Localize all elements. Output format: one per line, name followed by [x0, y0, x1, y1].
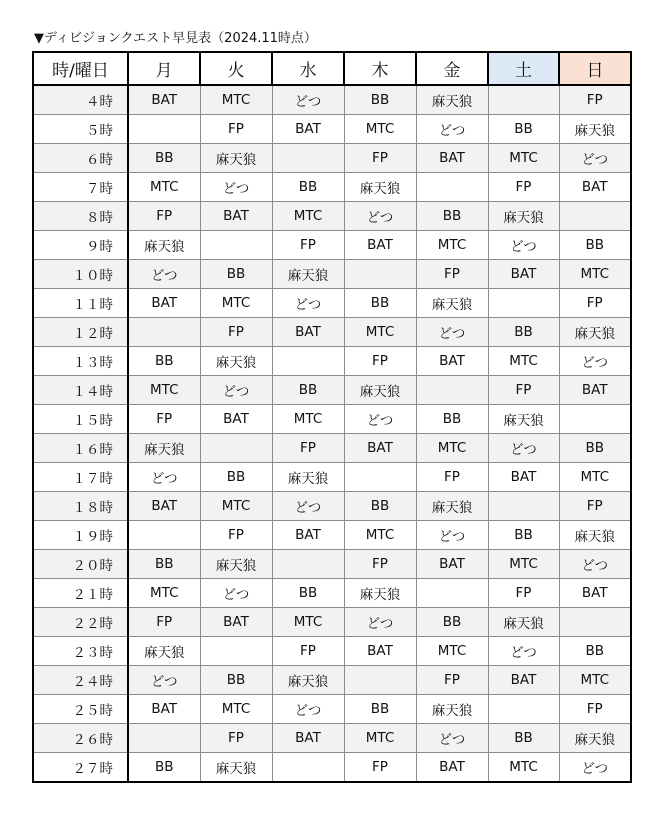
schedule-cell	[559, 202, 631, 231]
schedule-cell	[344, 666, 416, 695]
schedule-cell: BB	[200, 260, 272, 289]
time-cell: １７時	[33, 463, 128, 492]
schedule-cell	[128, 724, 200, 753]
schedule-cell: BAT	[559, 376, 631, 405]
schedule-cell	[128, 521, 200, 550]
header-tue: 火	[200, 52, 272, 85]
schedule-cell: MTC	[200, 492, 272, 521]
schedule-cell: MTC	[344, 724, 416, 753]
schedule-cell: FP	[416, 666, 488, 695]
table-row	[33, 724, 631, 753]
schedule-cell: どつ	[416, 115, 488, 144]
schedule-cell: MTC	[200, 289, 272, 318]
schedule-cell: MTC	[272, 405, 344, 434]
schedule-cell: MTC	[416, 637, 488, 666]
schedule-cell: FP	[128, 202, 200, 231]
schedule-cell: FP	[559, 289, 631, 318]
schedule-cell: BB	[416, 202, 488, 231]
schedule-cell: MTC	[128, 579, 200, 608]
schedule-cell	[344, 260, 416, 289]
schedule-cell: BAT	[488, 666, 559, 695]
schedule-cell	[488, 695, 559, 724]
schedule-cell: BB	[488, 115, 559, 144]
schedule-cell: FP	[344, 550, 416, 579]
time-cell: ２５時	[33, 695, 128, 724]
schedule-cell: BAT	[488, 463, 559, 492]
table-row	[33, 376, 631, 405]
schedule-cell	[416, 173, 488, 202]
schedule-cell	[272, 550, 344, 579]
schedule-cell: どつ	[272, 492, 344, 521]
schedule-cell: どつ	[416, 318, 488, 347]
schedule-cell: FP	[272, 231, 344, 260]
schedule-cell: どつ	[128, 260, 200, 289]
schedule-cell: BAT	[128, 85, 200, 115]
schedule-cell: MTC	[344, 521, 416, 550]
table-row	[33, 463, 631, 492]
schedule-cell: どつ	[488, 434, 559, 463]
schedule-cell: 麻天狼	[272, 463, 344, 492]
schedule-cell	[200, 434, 272, 463]
schedule-cell: どつ	[272, 85, 344, 115]
schedule-cell: BB	[559, 637, 631, 666]
time-cell: ２３時	[33, 637, 128, 666]
time-cell: ２２時	[33, 608, 128, 637]
schedule-cell: MTC	[416, 231, 488, 260]
schedule-cell: BAT	[200, 608, 272, 637]
table-row	[33, 202, 631, 231]
table-row	[33, 637, 631, 666]
schedule-cell: どつ	[344, 405, 416, 434]
schedule-cell: BAT	[272, 318, 344, 347]
schedule-cell: 麻天狼	[344, 579, 416, 608]
header-mon: 月	[128, 52, 200, 85]
schedule-cell: BB	[416, 405, 488, 434]
schedule-cell: 麻天狼	[272, 666, 344, 695]
header-time-day: 時/曜日	[33, 52, 128, 85]
time-cell: ２６時	[33, 724, 128, 753]
table-row	[33, 85, 631, 115]
schedule-cell: BB	[488, 724, 559, 753]
time-cell: ８時	[33, 202, 128, 231]
time-cell: １９時	[33, 521, 128, 550]
schedule-cell: 麻天狼	[488, 608, 559, 637]
table-row	[33, 492, 631, 521]
schedule-cell	[416, 579, 488, 608]
schedule-cell	[488, 492, 559, 521]
schedule-cell: 麻天狼	[559, 115, 631, 144]
schedule-cell: 麻天狼	[344, 173, 416, 202]
schedule-cell: BAT	[416, 753, 488, 783]
schedule-cell: MTC	[128, 173, 200, 202]
schedule-cell: どつ	[200, 376, 272, 405]
time-cell: ７時	[33, 173, 128, 202]
schedule-cell: BB	[128, 144, 200, 173]
schedule-cell: 麻天狼	[128, 231, 200, 260]
schedule-cell: BB	[488, 318, 559, 347]
schedule-cell: BAT	[272, 521, 344, 550]
schedule-cell: BAT	[128, 492, 200, 521]
schedule-cell: MTC	[344, 318, 416, 347]
time-cell: ９時	[33, 231, 128, 260]
schedule-cell: BAT	[416, 144, 488, 173]
table-row	[33, 695, 631, 724]
schedule-cell: FP	[200, 724, 272, 753]
schedule-cell: BB	[272, 173, 344, 202]
schedule-cell: BAT	[559, 579, 631, 608]
schedule-cell: FP	[272, 637, 344, 666]
schedule-cell: FP	[272, 434, 344, 463]
schedule-cell: 麻天狼	[200, 347, 272, 376]
schedule-cell: BB	[344, 289, 416, 318]
table-row	[33, 608, 631, 637]
schedule-cell: BAT	[344, 231, 416, 260]
schedule-cell: どつ	[200, 173, 272, 202]
schedule-cell: 麻天狼	[559, 521, 631, 550]
schedule-cell: FP	[488, 579, 559, 608]
header-thu: 木	[344, 52, 416, 85]
schedule-cell: MTC	[128, 376, 200, 405]
table-row	[33, 666, 631, 695]
schedule-cell: 麻天狼	[128, 637, 200, 666]
time-cell: ２１時	[33, 579, 128, 608]
schedule-cell: BAT	[416, 347, 488, 376]
table-row	[33, 550, 631, 579]
schedule-cell: BAT	[344, 434, 416, 463]
schedule-cell: BB	[344, 695, 416, 724]
schedule-cell: MTC	[559, 666, 631, 695]
schedule-cell	[416, 376, 488, 405]
schedule-cell: 麻天狼	[559, 318, 631, 347]
schedule-cell: 麻天狼	[416, 85, 488, 115]
schedule-cell: FP	[344, 144, 416, 173]
schedule-cell: BAT	[272, 115, 344, 144]
time-cell: ２４時	[33, 666, 128, 695]
schedule-cell: FP	[344, 753, 416, 783]
schedule-cell: FP	[416, 260, 488, 289]
schedule-cell: MTC	[200, 85, 272, 115]
schedule-cell: MTC	[200, 695, 272, 724]
table-row	[33, 289, 631, 318]
schedule-cell	[559, 405, 631, 434]
schedule-cell: どつ	[344, 202, 416, 231]
schedule-cell: BAT	[559, 173, 631, 202]
schedule-cell	[128, 318, 200, 347]
schedule-cell: FP	[488, 173, 559, 202]
schedule-cell: FP	[559, 85, 631, 115]
schedule-cell: BB	[272, 579, 344, 608]
table-row	[33, 231, 631, 260]
schedule-cell: どつ	[488, 231, 559, 260]
table-row	[33, 434, 631, 463]
table-body	[33, 85, 631, 782]
schedule-cell: FP	[344, 347, 416, 376]
table-row	[33, 115, 631, 144]
schedule-cell: MTC	[272, 202, 344, 231]
schedule-cell: FP	[200, 115, 272, 144]
time-cell: ２０時	[33, 550, 128, 579]
schedule-cell: どつ	[488, 637, 559, 666]
schedule-cell: 麻天狼	[488, 202, 559, 231]
schedule-cell: どつ	[128, 463, 200, 492]
schedule-cell: BAT	[344, 637, 416, 666]
schedule-cell: BAT	[200, 405, 272, 434]
schedule-cell: FP	[416, 463, 488, 492]
header-sat: 土	[488, 52, 559, 85]
schedule-cell: FP	[128, 405, 200, 434]
time-cell: １８時	[33, 492, 128, 521]
schedule-cell: BAT	[128, 695, 200, 724]
schedule-cell	[344, 463, 416, 492]
schedule-cell: 麻天狼	[200, 753, 272, 783]
schedule-cell	[488, 85, 559, 115]
time-cell: １５時	[33, 405, 128, 434]
schedule-cell: 麻天狼	[200, 550, 272, 579]
schedule-table	[32, 51, 632, 783]
schedule-cell: BB	[272, 376, 344, 405]
header-row	[33, 52, 631, 85]
schedule-cell: BAT	[488, 260, 559, 289]
schedule-cell: MTC	[416, 434, 488, 463]
schedule-cell: 麻天狼	[416, 492, 488, 521]
schedule-cell: FP	[128, 608, 200, 637]
schedule-cell: FP	[559, 695, 631, 724]
schedule-cell: FP	[559, 492, 631, 521]
schedule-cell: MTC	[488, 347, 559, 376]
table-row	[33, 521, 631, 550]
schedule-cell: どつ	[559, 550, 631, 579]
schedule-cell: 麻天狼	[272, 260, 344, 289]
schedule-cell: MTC	[559, 260, 631, 289]
header-sun: 日	[559, 52, 631, 85]
page-title: ▼ディビジョンクエスト早見表（2024.11時点）	[34, 31, 317, 46]
schedule-cell: MTC	[488, 753, 559, 783]
schedule-cell: BAT	[416, 550, 488, 579]
schedule-cell	[559, 608, 631, 637]
table-row	[33, 405, 631, 434]
table-row	[33, 260, 631, 289]
table-row	[33, 753, 631, 783]
table-row	[33, 347, 631, 376]
time-cell: １１時	[33, 289, 128, 318]
schedule-cell: どつ	[128, 666, 200, 695]
schedule-cell: 麻天狼	[416, 695, 488, 724]
schedule-cell: BB	[416, 608, 488, 637]
schedule-cell: BAT	[128, 289, 200, 318]
schedule-cell	[200, 231, 272, 260]
schedule-cell: どつ	[416, 521, 488, 550]
schedule-cell: BB	[128, 347, 200, 376]
schedule-cell: BB	[128, 753, 200, 783]
table-row	[33, 318, 631, 347]
schedule-cell: どつ	[200, 579, 272, 608]
schedule-cell: どつ	[559, 753, 631, 783]
time-cell: ４時	[33, 85, 128, 115]
table-row	[33, 173, 631, 202]
schedule-cell: BB	[200, 463, 272, 492]
schedule-cell: BB	[344, 85, 416, 115]
table-row	[33, 144, 631, 173]
schedule-cell: MTC	[344, 115, 416, 144]
schedule-cell: どつ	[272, 289, 344, 318]
time-cell: １４時	[33, 376, 128, 405]
schedule-cell	[272, 753, 344, 783]
schedule-cell: どつ	[344, 608, 416, 637]
schedule-cell: BAT	[272, 724, 344, 753]
schedule-cell: BB	[559, 231, 631, 260]
schedule-cell	[128, 115, 200, 144]
schedule-cell: MTC	[488, 550, 559, 579]
schedule-cell: BAT	[200, 202, 272, 231]
schedule-cell	[488, 289, 559, 318]
schedule-cell: MTC	[559, 463, 631, 492]
schedule-cell: MTC	[488, 144, 559, 173]
schedule-cell	[272, 347, 344, 376]
schedule-cell: BB	[488, 521, 559, 550]
time-cell: １６時	[33, 434, 128, 463]
schedule-cell: BB	[200, 666, 272, 695]
header-wed: 水	[272, 52, 344, 85]
schedule-cell: 麻天狼	[416, 289, 488, 318]
header-fri: 金	[416, 52, 488, 85]
schedule-cell: どつ	[416, 724, 488, 753]
schedule-cell: BB	[344, 492, 416, 521]
schedule-cell: どつ	[272, 695, 344, 724]
schedule-cell: BB	[128, 550, 200, 579]
schedule-cell: どつ	[559, 347, 631, 376]
schedule-cell	[272, 144, 344, 173]
schedule-cell: FP	[200, 318, 272, 347]
schedule-cell: 麻天狼	[488, 405, 559, 434]
time-cell: ５時	[33, 115, 128, 144]
schedule-cell: MTC	[272, 608, 344, 637]
schedule-cell: 麻天狼	[200, 144, 272, 173]
table-row	[33, 579, 631, 608]
time-cell: １０時	[33, 260, 128, 289]
schedule-cell: どつ	[559, 144, 631, 173]
schedule-cell	[200, 637, 272, 666]
schedule-cell: 麻天狼	[559, 724, 631, 753]
schedule-cell: FP	[200, 521, 272, 550]
time-cell: ２７時	[33, 753, 128, 783]
schedule-cell: 麻天狼	[344, 376, 416, 405]
time-cell: １３時	[33, 347, 128, 376]
schedule-cell: 麻天狼	[128, 434, 200, 463]
time-cell: ６時	[33, 144, 128, 173]
schedule-cell: BB	[559, 434, 631, 463]
time-cell: １２時	[33, 318, 128, 347]
schedule-cell: FP	[488, 376, 559, 405]
